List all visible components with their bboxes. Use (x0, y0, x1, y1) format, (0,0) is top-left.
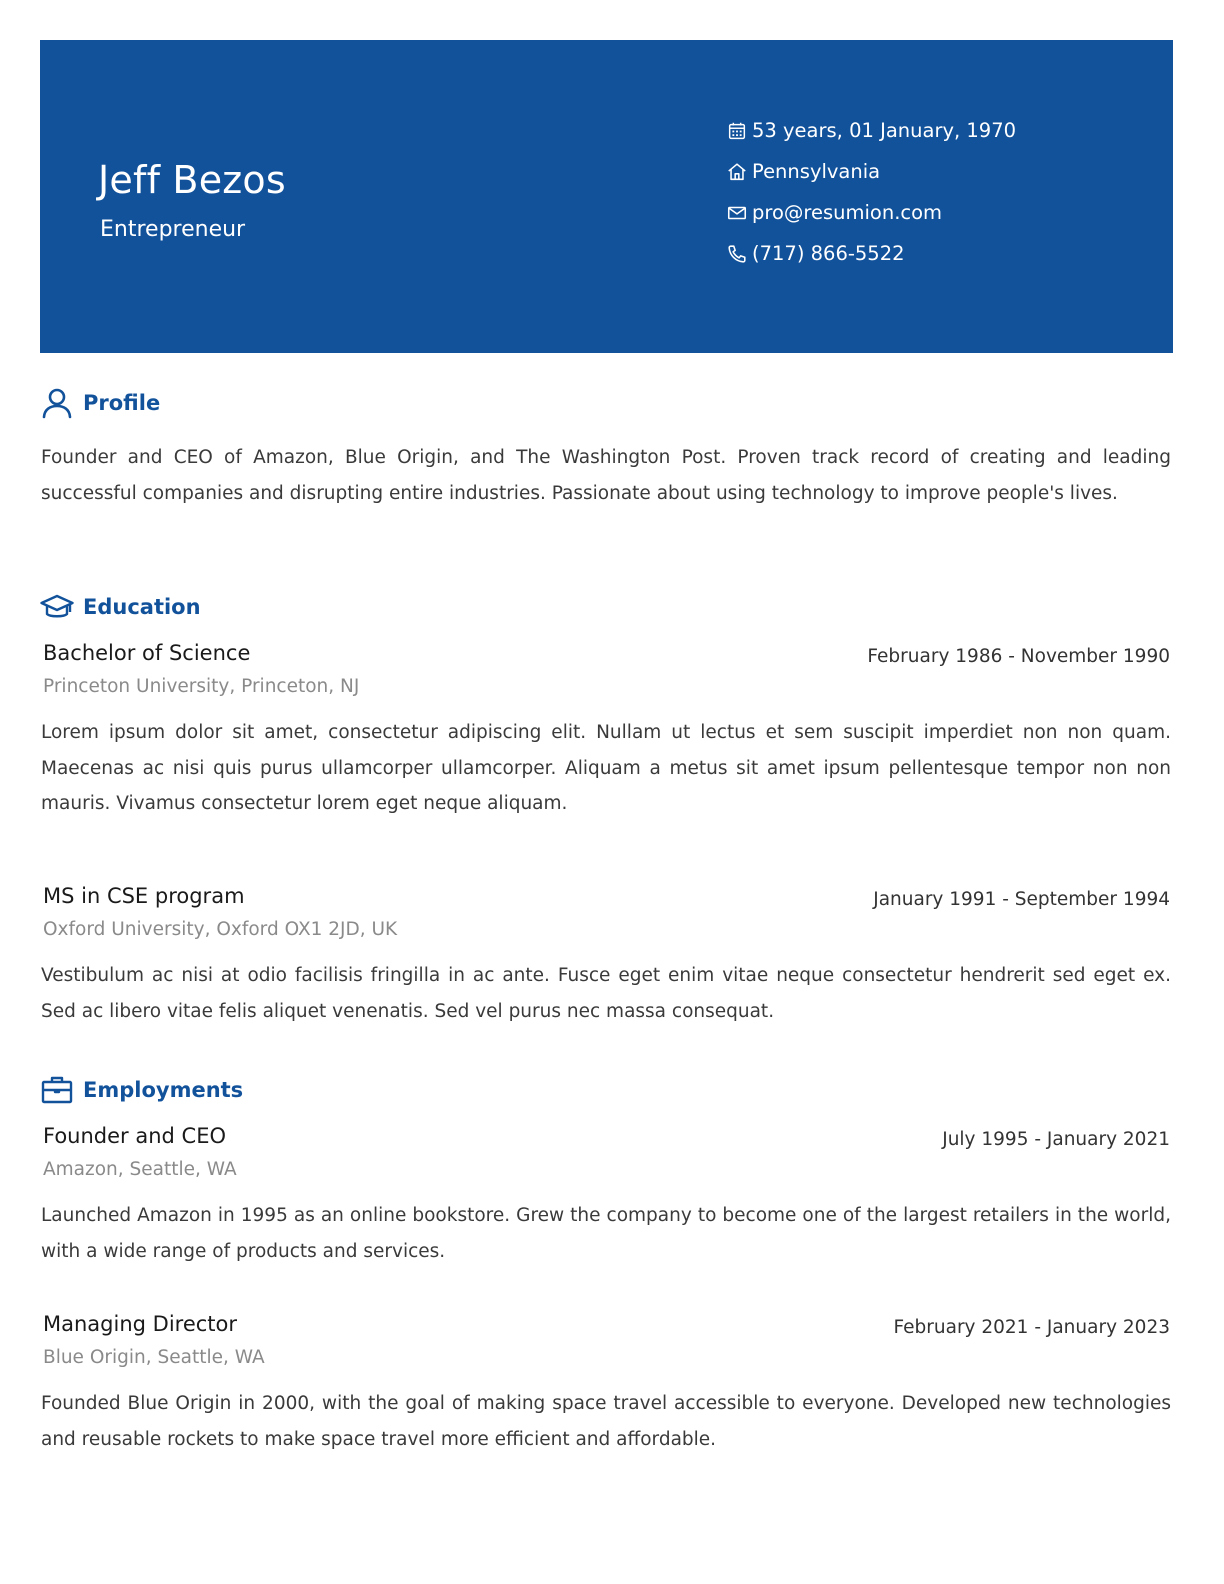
profile-text: Founder and CEO of Amazon, Blue Origin, and The Washington Post. Proven track record of creating and leading successful companies and disrupting entire industries. Passionate about using technology to improve people's lives. (41, 447, 1171, 504)
employments-section-title (40, 1073, 243, 1107)
birth-text: 53 years, 01 January, 1970 (752, 119, 1017, 142)
education-entry-date: January 1991 - September 1994 (873, 889, 1170, 910)
employment-entry-description: Launched Amazon in 1995 as an online bookstore. Grew the company to become one of the largest retailers in the world, with a wide range of products and services. (41, 1205, 1171, 1262)
contact-phone[interactable] (726, 233, 1016, 274)
candidate-name: Jeff Bezos (98, 158, 286, 202)
employment-entry-company: Blue Origin, Seattle, WA (43, 1347, 265, 1368)
contact-email[interactable] (726, 192, 1016, 233)
profile-section-title (40, 386, 160, 420)
employment-entry-date: February 2021 - January 2023 (893, 1317, 1170, 1338)
education-section-title (40, 590, 201, 624)
email-text[interactable]: pro@resumion.com (752, 201, 943, 224)
contact-list (726, 110, 1016, 274)
education-entry-institution: Oxford University, Oxford OX1 2JD, UK (43, 919, 398, 940)
education-entry-date: February 1986 - November 1990 (867, 646, 1170, 667)
employment-entry-date: July 1995 - January 2021 (942, 1129, 1170, 1150)
phone-icon (726, 243, 748, 265)
education-entry-institution: Princeton University, Princeton, NJ (43, 676, 360, 697)
education-entry-title: Bachelor of Science (43, 641, 251, 665)
location-text: Pennsylvania (752, 160, 881, 183)
contact-location (726, 151, 1016, 192)
graduation-cap-icon (40, 590, 74, 624)
education-entry-description: Lorem ipsum dolor sit amet, consectetur adipiscing elit. Nullam ut lectus et sem suscipit imperdiet non non quam. Maecenas ac nisi quis purus ullamcorper ullamcorper. Aliquam a metus sit amet ipsum pellentesque tempor non non mauris. Vivamus consectetur lorem eget neque aliquam. (41, 722, 1171, 814)
candidate-role: Entrepreneur (100, 217, 246, 242)
employment-entry-description: Founded Blue Origin in 2000, with the goal of making space travel accessible to everyone. Developed new technologies and reusable rockets to make space travel more efficient and affordable. (41, 1393, 1171, 1450)
education-entry-description: Vestibulum ac nisi at odio facilisis fringilla in ac ante. Fusce eget enim vitae neque consectetur hendrerit sed eget ex. Sed ac libero vitae felis aliquet venenatis. Sed vel purus nec massa consequat. (41, 965, 1171, 1022)
employment-entry-title: Managing Director (43, 1312, 238, 1336)
profile-title: Profile (83, 391, 161, 415)
employment-entry-title: Founder and CEO (43, 1124, 227, 1148)
calendar-icon (726, 120, 748, 142)
phone-text[interactable]: (717) 866-5522 (752, 242, 905, 265)
education-entry-title: MS in CSE program (43, 884, 245, 908)
contact-birth (726, 110, 1016, 151)
employments-title: Employments (83, 1078, 244, 1102)
resume-header (40, 40, 1173, 353)
employment-entry-company: Amazon, Seattle, WA (43, 1159, 237, 1180)
education-title: Education (83, 595, 201, 619)
home-icon (726, 161, 748, 183)
mail-icon (726, 202, 748, 224)
user-icon (40, 386, 74, 420)
briefcase-icon (40, 1073, 74, 1107)
